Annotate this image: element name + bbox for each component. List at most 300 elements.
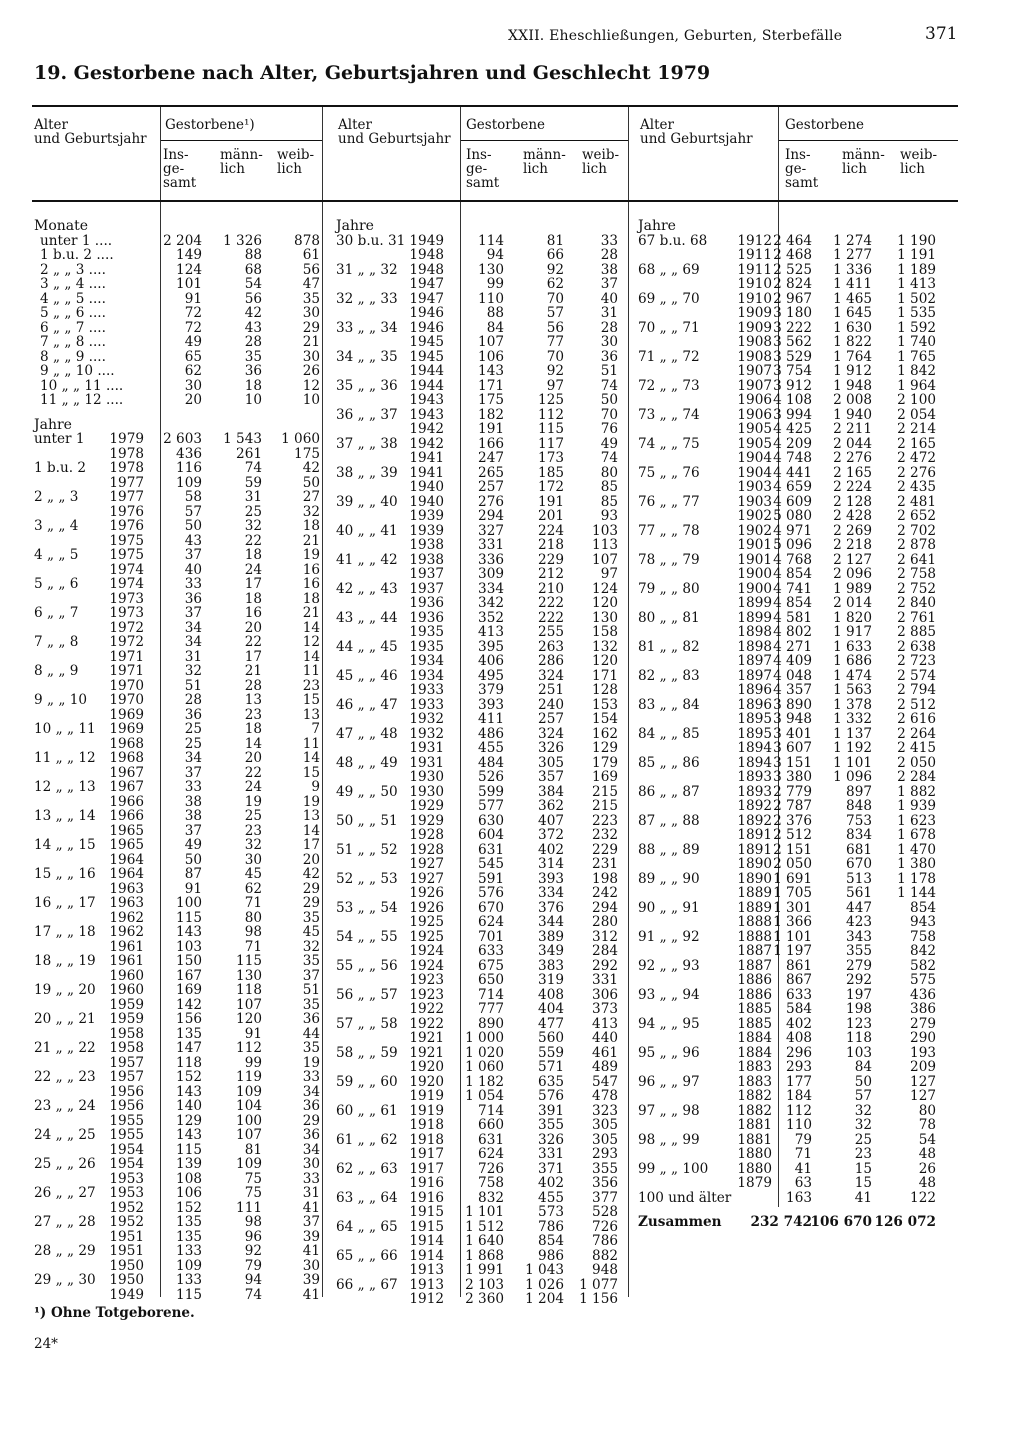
total-cell: 411 bbox=[478, 711, 504, 727]
table-row bbox=[336, 770, 626, 785]
year-cell: 1888 bbox=[737, 928, 772, 945]
male-cell: 16 bbox=[244, 605, 262, 621]
age-cell: 57 „ „ 58 bbox=[336, 1015, 398, 1032]
male-cell: 111 bbox=[236, 1199, 262, 1216]
female-cell: 436 bbox=[910, 986, 936, 1003]
total-cell: 1 054 bbox=[465, 1088, 504, 1104]
age-cell: 49 „ „ 50 bbox=[336, 783, 398, 800]
table-row bbox=[34, 1027, 324, 1042]
female-cell: 21 bbox=[302, 605, 320, 621]
male-cell: 109 bbox=[236, 1083, 262, 1100]
age-cell: 65 „ „ 66 bbox=[336, 1247, 398, 1264]
year-cell: 1900 bbox=[737, 566, 772, 582]
year-cell: 1887 bbox=[737, 957, 772, 974]
female-cell: 2 512 bbox=[897, 696, 936, 713]
year-cell: 1938 bbox=[409, 551, 444, 568]
year-cell: 1952 bbox=[109, 1214, 144, 1230]
year-cell: 1887 bbox=[737, 943, 772, 959]
total-cell: 109 bbox=[176, 474, 202, 491]
total-cell: 4 748 bbox=[773, 450, 812, 466]
year-cell: 1922 bbox=[409, 1015, 444, 1032]
male-cell: 224 bbox=[538, 522, 564, 539]
male-cell: 54 bbox=[244, 276, 262, 292]
male-cell: 326 bbox=[538, 740, 564, 756]
total-cell: 2 512 bbox=[773, 827, 812, 843]
year-cell: 1920 bbox=[409, 1059, 444, 1075]
total-cell: 1 060 bbox=[465, 1059, 504, 1075]
age-cell: 4 „ „ 5 .... bbox=[40, 290, 106, 307]
age-cell: 93 „ „ 94 bbox=[638, 986, 700, 1003]
female-cell: 169 bbox=[592, 769, 618, 785]
table-row bbox=[638, 509, 938, 524]
male-cell: 118 bbox=[236, 982, 262, 998]
table-row bbox=[34, 1215, 324, 1230]
year-cell: 1917 bbox=[409, 1146, 444, 1162]
female-cell: 356 bbox=[592, 1175, 618, 1191]
year-cell: 1885 bbox=[737, 1001, 772, 1017]
female-cell: 97 bbox=[600, 566, 618, 582]
male-cell: 81 bbox=[244, 1141, 262, 1158]
total-cell: 88 bbox=[486, 305, 504, 321]
age-cell: 58 „ „ 59 bbox=[336, 1044, 398, 1061]
male-cell: 402 bbox=[538, 1175, 564, 1191]
female-cell: 2 214 bbox=[897, 421, 936, 437]
female-cell: 14 bbox=[302, 619, 320, 636]
male-cell: 240 bbox=[538, 696, 564, 713]
total-cell: 1 512 bbox=[465, 1218, 504, 1235]
year-cell: 1941 bbox=[409, 450, 444, 466]
table-row bbox=[34, 1244, 324, 1259]
table-row bbox=[336, 1104, 626, 1119]
year-cell: 1941 bbox=[409, 464, 444, 481]
year-cell: 1910 bbox=[737, 290, 772, 307]
female-cell: 9 bbox=[311, 779, 320, 795]
table-row bbox=[34, 954, 324, 969]
male-cell: 18 bbox=[244, 590, 262, 607]
female-cell: 575 bbox=[910, 972, 936, 988]
year-cell: 1942 bbox=[409, 435, 444, 452]
female-cell: 2 165 bbox=[897, 435, 936, 452]
total-cell: 112 bbox=[786, 1102, 812, 1119]
table-row bbox=[336, 973, 626, 988]
age-cell: 18 „ „ 19 bbox=[34, 953, 96, 969]
female-cell: 93 bbox=[600, 508, 618, 524]
total-cell: 577 bbox=[478, 798, 504, 814]
female-cell: 36 bbox=[600, 348, 618, 365]
header-male-2: männ- lich bbox=[523, 147, 566, 177]
total-cell: 1 991 bbox=[465, 1262, 504, 1278]
total-cell: 604 bbox=[478, 827, 504, 843]
male-cell: 74 bbox=[244, 1286, 262, 1303]
female-cell: 21 bbox=[302, 532, 320, 549]
age-cell: 15 „ „ 16 bbox=[34, 866, 96, 882]
female-cell: 80 bbox=[918, 1102, 936, 1119]
total-cell: 152 bbox=[176, 1069, 202, 1085]
total-cell: 106 bbox=[478, 348, 504, 365]
total-cell: 171 bbox=[478, 377, 504, 394]
female-cell: 19 bbox=[302, 547, 320, 563]
male-cell: 362 bbox=[538, 798, 564, 814]
total-cell: 2 464 bbox=[773, 232, 812, 249]
total-cell: 142 bbox=[176, 996, 202, 1013]
year-cell: 1948 bbox=[409, 247, 444, 263]
female-cell: 726 bbox=[592, 1218, 618, 1235]
male-cell: 1 764 bbox=[833, 348, 872, 365]
year-cell: 1908 bbox=[737, 348, 772, 365]
age-cell: 75 „ „ 76 bbox=[638, 464, 700, 481]
female-cell: 1 470 bbox=[897, 841, 936, 858]
year-cell: 1882 bbox=[737, 1088, 772, 1104]
table-row bbox=[34, 379, 324, 394]
female-cell: 1 156 bbox=[579, 1291, 618, 1307]
female-cell: 461 bbox=[592, 1044, 618, 1061]
male-cell: 25 bbox=[244, 503, 262, 520]
female-cell: 124 bbox=[592, 580, 618, 597]
table-row bbox=[34, 983, 324, 998]
table-row bbox=[336, 727, 626, 742]
total-cell: 714 bbox=[478, 986, 504, 1003]
female-cell: 2 761 bbox=[897, 609, 936, 626]
year-cell: 1899 bbox=[737, 595, 772, 611]
total-cell: 296 bbox=[786, 1044, 812, 1061]
table-row bbox=[34, 882, 324, 897]
header-female-3: weib- lich bbox=[900, 147, 938, 177]
female-cell: 1 765 bbox=[897, 348, 936, 365]
female-cell: 11 bbox=[302, 735, 320, 752]
male-cell: 43 bbox=[244, 319, 262, 336]
table-top-rule bbox=[32, 105, 958, 107]
table-row bbox=[34, 292, 324, 307]
total-cell: 1 868 bbox=[465, 1247, 504, 1264]
year-cell: 1891 bbox=[737, 841, 772, 858]
female-cell: 30 bbox=[302, 305, 320, 321]
male-cell: 2 218 bbox=[833, 537, 872, 553]
female-cell: 128 bbox=[592, 682, 618, 698]
male-cell: 22 bbox=[244, 764, 262, 781]
year-cell: 1897 bbox=[737, 667, 772, 684]
male-cell: 19 bbox=[244, 793, 262, 810]
female-cell: 1 740 bbox=[897, 334, 936, 350]
year-cell: 1959 bbox=[109, 1011, 144, 1027]
table-row bbox=[336, 335, 626, 350]
age-cell: 71 „ „ 72 bbox=[638, 348, 700, 365]
table-row bbox=[336, 582, 626, 597]
table-row bbox=[34, 447, 324, 462]
age-cell: 61 „ „ 62 bbox=[336, 1131, 398, 1148]
male-cell: 1 465 bbox=[833, 290, 872, 307]
table-row bbox=[638, 1046, 938, 1061]
year-cell: 1955 bbox=[109, 1112, 144, 1129]
female-cell: 36 bbox=[302, 1098, 320, 1114]
table-block-3 bbox=[638, 219, 938, 1230]
female-cell: 51 bbox=[302, 982, 320, 998]
male-cell: 112 bbox=[538, 406, 564, 423]
male-cell: 30 bbox=[244, 851, 262, 868]
total-cell: 436 bbox=[176, 445, 202, 462]
table-row bbox=[34, 896, 324, 911]
table-block-2 bbox=[336, 219, 626, 1307]
female-cell: 489 bbox=[592, 1059, 618, 1075]
table-row bbox=[336, 1278, 626, 1293]
year-cell: 1968 bbox=[109, 750, 144, 766]
year-cell: 1884 bbox=[737, 1044, 772, 1061]
female-cell: 70 bbox=[600, 406, 618, 423]
age-cell: 7 „ „ 8 .... bbox=[40, 334, 106, 350]
year-cell: 1911 bbox=[737, 261, 772, 278]
table-row bbox=[336, 277, 626, 292]
table-row bbox=[34, 321, 324, 336]
female-cell: 40 bbox=[600, 290, 618, 307]
total-cell: 4 609 bbox=[773, 493, 812, 510]
age-cell: 44 „ „ 45 bbox=[336, 638, 398, 655]
male-cell: 279 bbox=[846, 957, 872, 974]
female-cell: 478 bbox=[592, 1088, 618, 1104]
table-row bbox=[336, 1205, 626, 1220]
total-cell: 100 bbox=[176, 895, 202, 911]
year-cell: 1956 bbox=[109, 1098, 144, 1114]
total-cell: 33 bbox=[184, 576, 202, 592]
header-subrule-2 bbox=[460, 140, 628, 141]
year-cell: 1925 bbox=[409, 928, 444, 945]
table-row bbox=[34, 780, 324, 795]
female-cell: 528 bbox=[592, 1204, 618, 1220]
female-cell: 74 bbox=[600, 450, 618, 466]
table-row bbox=[638, 596, 938, 611]
age-cell: 69 „ „ 70 bbox=[638, 290, 700, 307]
female-cell: 42 bbox=[302, 460, 320, 476]
age-cell: 100 und älter bbox=[638, 1189, 732, 1206]
year-cell: 1971 bbox=[109, 648, 144, 665]
age-cell: 94 „ „ 95 bbox=[638, 1015, 700, 1032]
total-cell: 342 bbox=[478, 595, 504, 611]
year-cell: 1894 bbox=[737, 740, 772, 756]
table-row bbox=[34, 432, 324, 447]
male-cell: 423 bbox=[846, 914, 872, 930]
female-cell: 2 885 bbox=[897, 624, 936, 640]
table-row bbox=[638, 524, 938, 539]
table-row bbox=[336, 1046, 626, 1061]
year-cell: 1923 bbox=[409, 972, 444, 988]
total-cell: 3 151 bbox=[773, 754, 812, 771]
year-cell: 1932 bbox=[409, 725, 444, 742]
year-cell: 1975 bbox=[109, 532, 144, 549]
male-cell: 331 bbox=[538, 1146, 564, 1162]
total-cell: 63 bbox=[794, 1175, 812, 1191]
female-cell: 27 bbox=[302, 489, 320, 505]
female-cell: 290 bbox=[910, 1030, 936, 1046]
male-cell: 2 127 bbox=[833, 551, 872, 568]
age-cell: 80 „ „ 81 bbox=[638, 609, 700, 626]
age-cell: 24 „ „ 25 bbox=[34, 1127, 96, 1143]
year-cell: 1974 bbox=[109, 561, 144, 578]
year-cell: 1909 bbox=[737, 305, 772, 321]
total-cell: 2 360 bbox=[465, 1291, 504, 1307]
total-cell: 143 bbox=[176, 924, 202, 940]
age-cell: 62 „ „ 63 bbox=[336, 1160, 398, 1177]
table-row bbox=[638, 625, 938, 640]
female-cell: 15 bbox=[302, 692, 320, 708]
female-cell: 78 bbox=[918, 1117, 936, 1133]
female-cell: 14 bbox=[302, 822, 320, 839]
total-cell: 62 bbox=[184, 363, 202, 379]
total-cell: 43 bbox=[184, 532, 202, 549]
female-cell: 175 bbox=[294, 445, 320, 462]
header-subrule-1 bbox=[160, 140, 322, 141]
age-cell: 40 „ „ 41 bbox=[336, 522, 398, 539]
table-row bbox=[34, 606, 324, 621]
table-row bbox=[336, 538, 626, 553]
table-row bbox=[638, 567, 938, 582]
table-row bbox=[336, 1191, 626, 1206]
table-row bbox=[336, 350, 626, 365]
male-cell: 31 bbox=[244, 489, 262, 505]
age-cell: 37 „ „ 38 bbox=[336, 435, 398, 452]
year-cell: 1963 bbox=[109, 880, 144, 897]
total-cell: 116 bbox=[176, 460, 202, 476]
year-cell: 1923 bbox=[409, 986, 444, 1003]
female-cell: 38 bbox=[600, 261, 618, 278]
total-cell: 25 bbox=[184, 721, 202, 737]
table-row bbox=[34, 1056, 324, 1071]
male-cell: 24 bbox=[244, 561, 262, 578]
total-cell: 408 bbox=[786, 1030, 812, 1046]
female-cell: 36 bbox=[302, 1011, 320, 1027]
table-row bbox=[34, 248, 324, 263]
total-cell: 4 425 bbox=[773, 421, 812, 437]
year-cell: 1968 bbox=[109, 735, 144, 752]
year-cell: 1964 bbox=[109, 851, 144, 868]
table-row bbox=[336, 596, 626, 611]
table-row bbox=[34, 795, 324, 810]
table-row bbox=[336, 1075, 626, 1090]
year-cell: 1886 bbox=[737, 986, 772, 1003]
year-cell: 1883 bbox=[737, 1073, 772, 1090]
year-cell: 1909 bbox=[737, 319, 772, 336]
table-row bbox=[638, 930, 938, 945]
age-cell: unter 1 .... bbox=[40, 232, 113, 249]
female-cell: 32 bbox=[302, 503, 320, 520]
table-row bbox=[336, 1263, 626, 1278]
female-cell: 878 bbox=[294, 232, 320, 249]
total-cell: 2 376 bbox=[773, 812, 812, 829]
male-cell: 97 bbox=[546, 377, 564, 394]
total-cell: 1 101 bbox=[465, 1204, 504, 1220]
table-row bbox=[638, 582, 938, 597]
header-total-2: Ins- ge- samt bbox=[466, 147, 500, 191]
male-cell: 1 912 bbox=[833, 363, 872, 379]
total-cell: 84 bbox=[486, 319, 504, 336]
male-cell: 384 bbox=[538, 783, 564, 800]
female-cell: 85 bbox=[600, 479, 618, 495]
male-cell: 407 bbox=[538, 812, 564, 829]
year-cell: 1970 bbox=[109, 677, 144, 694]
female-cell: 19 bbox=[302, 1054, 320, 1071]
table-row bbox=[34, 505, 324, 520]
table-row bbox=[34, 1041, 324, 1056]
female-cell: 61 bbox=[302, 247, 320, 263]
male-cell: 1 563 bbox=[833, 682, 872, 698]
table-row bbox=[638, 814, 938, 829]
male-cell: 70 bbox=[546, 290, 564, 307]
female-cell: 41 bbox=[302, 1286, 320, 1303]
table-row bbox=[638, 828, 938, 843]
male-cell: 24 bbox=[244, 779, 262, 795]
year-cell: 1884 bbox=[737, 1030, 772, 1046]
table-row bbox=[34, 519, 324, 534]
male-cell: 324 bbox=[538, 667, 564, 684]
year-cell: 1971 bbox=[109, 663, 144, 679]
age-cell: 29 „ „ 30 bbox=[34, 1272, 96, 1288]
male-cell: 343 bbox=[846, 928, 872, 945]
year-cell: 1933 bbox=[409, 696, 444, 713]
total-cell: 115 bbox=[176, 1286, 202, 1303]
year-cell: 1936 bbox=[409, 609, 444, 626]
total-cell: 109 bbox=[176, 1257, 202, 1274]
male-cell: 848 bbox=[846, 798, 872, 814]
year-cell: 1973 bbox=[109, 605, 144, 621]
year-cell: 1879 bbox=[737, 1175, 772, 1191]
year-cell: 1949 bbox=[409, 232, 444, 249]
table-row bbox=[638, 843, 938, 858]
female-cell: 56 bbox=[302, 261, 320, 278]
total-cell: 276 bbox=[478, 493, 504, 510]
table-row bbox=[336, 1002, 626, 1017]
total-cell: 3 912 bbox=[773, 377, 812, 394]
male-cell: 222 bbox=[538, 595, 564, 611]
male-cell: 255 bbox=[538, 624, 564, 640]
table-row bbox=[34, 1070, 324, 1085]
total-cell: 5 096 bbox=[773, 537, 812, 553]
table-row bbox=[336, 321, 626, 336]
year-cell: 1905 bbox=[737, 421, 772, 437]
male-cell: 1 686 bbox=[833, 653, 872, 669]
year-cell: 1881 bbox=[737, 1131, 772, 1148]
total-female: 126 072 bbox=[874, 1214, 936, 1230]
male-cell: 14 bbox=[244, 735, 262, 752]
year-cell: 1944 bbox=[409, 377, 444, 394]
female-cell: 215 bbox=[592, 798, 618, 814]
table-row bbox=[34, 650, 324, 665]
table-row bbox=[638, 640, 938, 655]
male-cell: 786 bbox=[538, 1218, 564, 1235]
female-cell: 33 bbox=[302, 1069, 320, 1085]
female-cell: 41 bbox=[302, 1199, 320, 1216]
total-cell: 624 bbox=[478, 914, 504, 930]
total-cell: 584 bbox=[786, 1001, 812, 1017]
total-cell: 31 bbox=[184, 648, 202, 665]
age-cell: 72 „ „ 73 bbox=[638, 377, 700, 394]
total-cell: 94 bbox=[486, 247, 504, 263]
female-cell: 294 bbox=[592, 899, 618, 916]
total-cell: 2 824 bbox=[773, 276, 812, 292]
female-cell: 127 bbox=[910, 1073, 936, 1090]
year-cell: 1956 bbox=[109, 1083, 144, 1100]
year-cell: 1912 bbox=[409, 1291, 444, 1307]
age-cell: 41 „ „ 42 bbox=[336, 551, 398, 568]
total-cell: 631 bbox=[478, 841, 504, 858]
age-cell: 87 „ „ 88 bbox=[638, 812, 700, 829]
header-deaths-3: Gestorbene bbox=[785, 117, 865, 133]
male-cell: 70 bbox=[546, 348, 564, 365]
female-cell: 120 bbox=[592, 653, 618, 669]
total-cell: 133 bbox=[176, 1272, 202, 1288]
total-cell: 701 bbox=[478, 928, 504, 945]
table-row bbox=[336, 1249, 626, 1264]
total-cell: 41 bbox=[794, 1160, 812, 1177]
total-cell: 38 bbox=[184, 808, 202, 824]
male-cell: 286 bbox=[538, 653, 564, 669]
total-cell: 58 bbox=[184, 489, 202, 505]
